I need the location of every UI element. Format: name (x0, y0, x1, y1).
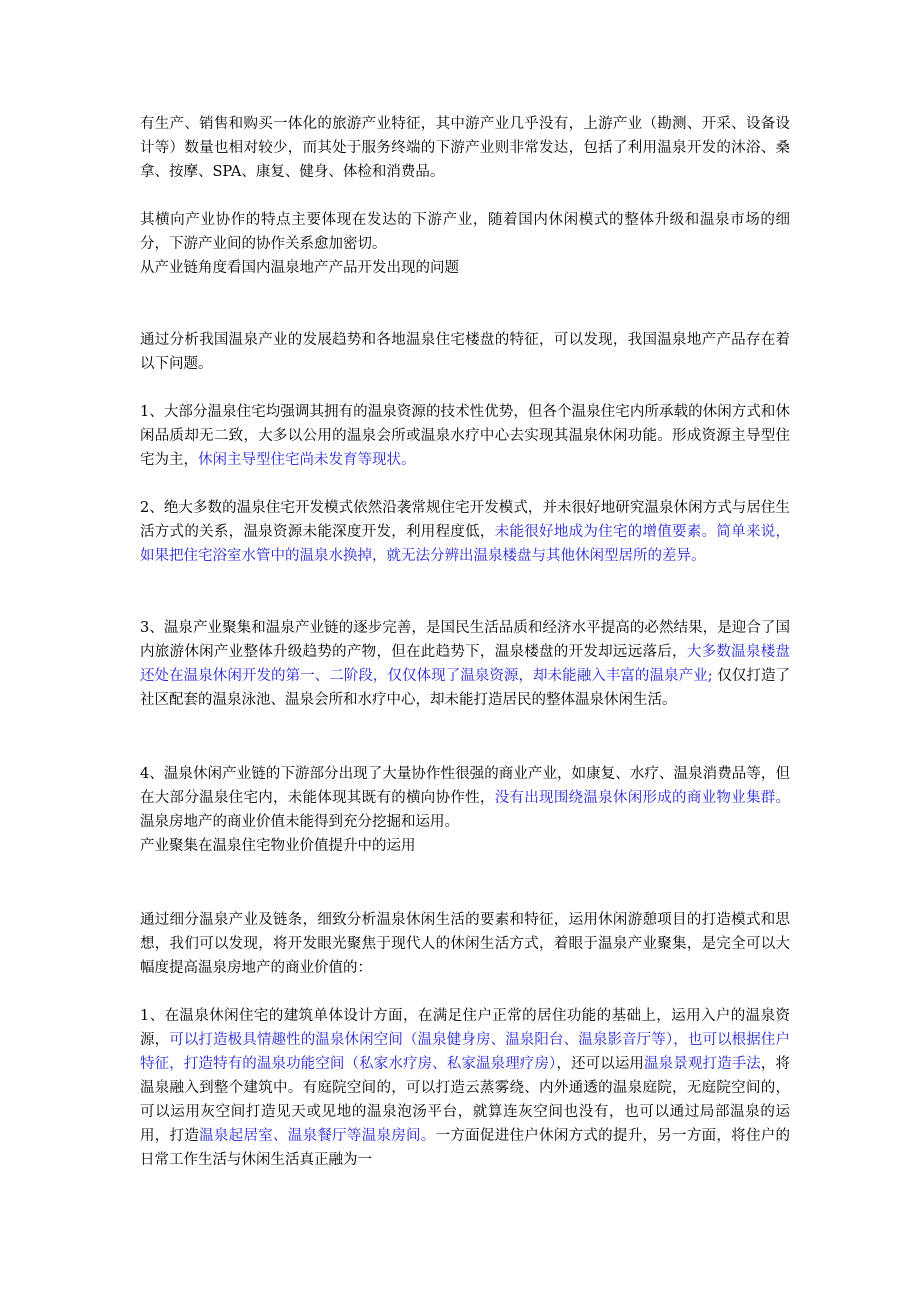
highlighted-text: 没有出现围绕温泉休闲形成的商业物业集群。 (494, 790, 791, 806)
text-run: 通过分析我国温泉产业的发展趋势和各地温泉住宅楼盘的特征，可以发现，我国温泉地产产品存在着以下问题。 (140, 332, 790, 372)
text-run: 从产业链角度看国内温泉地产产品开发出现的问题 (140, 260, 459, 276)
text-run: ，还可以运用 (556, 1056, 645, 1072)
paragraph-cluster-analysis (140, 908, 790, 980)
text-run: 4、温泉休闲产业链的下游部分出现了大量协作性很强的商业产业，如康复、水疗、温泉消费品等，但在大部分温泉住宅内，未能体现其既有的横向协作性， (140, 766, 790, 806)
paragraph-intro (140, 112, 790, 184)
text-run: 2、绝大多数的温泉住宅开发模式依然沿袭常规住宅开发模式，并未很好地研究温泉休闲方式与居住生活方式的关系，温泉资源未能深度开发，利用程度低， (140, 500, 790, 540)
highlighted-text: 未能很好地成为住宅的增值要素。简单来说，如果把住宅浴室水管中的温泉水换掉，就无法分辨出温泉楼盘与其他休闲型居所的差异。 (140, 524, 791, 564)
text-run: 1、大部分温泉住宅均强调其拥有的温泉资源的技术性优势，但各个温泉住宅内所承载的休闲方式和休闲品质却无二致，大多以公用的温泉会所或温泉水疗中心去实现其温泉休闲功能。形成资源主导型住宅为主， (140, 404, 790, 468)
text-run: 其横向产业协作的特点主要体现在发达的下游产业，随着国内休闲模式的整体升级和温泉市场的细分，下游产业间的协作关系愈加密切。 (140, 212, 790, 252)
text-run: 仅仅打造了社区配套的温泉泳池、温泉会所和水疗中心，却未能打造居民的整体温泉休闲生活。 (140, 668, 791, 708)
highlighted-text: 温泉景观打造手法 (644, 1056, 761, 1072)
text-run: 一方面促进住户休闲方式的提升，另一方面，将住户的日常工作生活与休闲生活真正融为一 (140, 1128, 791, 1168)
text-run: ，将温泉融入到整个建筑中。有庭院空间的，可以打造云蒸雾绕、内外通透的温泉庭院，无庭院空间的，可以运用灰空间打造见天或见地的温泉泡汤平台，就算连灰空间也没有，也可以通过局部温泉的运用，打造 (140, 1056, 791, 1144)
text-run: 3、温泉产业聚集和温泉产业链的逐步完善，是国民生活品质和经济水平提高的必然结果，是迎合了国内旅游休闲产业整体升级趋势的产物，但在此趋势下，温泉楼盘的开发却远远落后， (140, 620, 790, 660)
text-run: 通过细分温泉产业及链条，细致分析温泉休闲生活的要素和特征，运用休闲游憩项目的打造模式和思想，我们可以发现，将开发眼光聚焦于现代人的休闲生活方式，着眼于温泉产业聚集，是完全可以大幅度提高温泉房地产的商业价值的： (140, 912, 790, 976)
text-run: 1、在温泉休闲住宅的建筑单体设计方面，在满足住户正常的居住功能的基础上，运用入户的温泉资源， (140, 1008, 790, 1048)
text-run: 温泉房地产的商业价值未能得到充分挖掘和运用。 (140, 814, 459, 830)
highlighted-text: 温泉起居室、温泉餐厅等温泉房间。 (199, 1128, 436, 1144)
highlighted-text: 休闲主导型住宅尚未发育等现状。 (198, 452, 416, 468)
paragraph-analysis (140, 328, 790, 376)
section-heading-problems (140, 256, 790, 280)
paragraph-problem-4 (140, 762, 790, 834)
paragraph-problem-2 (140, 496, 790, 568)
text-run: 产业聚集在温泉住宅物业价值提升中的运用 (140, 838, 416, 854)
section-heading-industry-cluster (140, 834, 790, 858)
highlighted-text: 可以打造极具情趣性的温泉休闲空间（温泉健身房、温泉阳台、温泉影音厅等），也可以根据住户特征，打造特有的温泉功能空间（私家水疗房、私家温泉理疗房） (140, 1032, 790, 1072)
highlighted-text: 大多数温泉楼盘还处在温泉休闲开发的第一、二阶段，仅仅体现了温泉资源，却未能融入丰富的温泉产业; (140, 644, 791, 684)
paragraph-horizontal-cooperation (140, 208, 790, 256)
paragraph-problem-1 (140, 400, 790, 472)
paragraph-design-1 (140, 1004, 790, 1172)
text-run: 有生产、销售和购买一体化的旅游产业特征，其中游产业几乎没有，上游产业（勘测、开采、设备设计等）数量也相对较少，而其处于服务终端的下游产业则非常发达，包括了利用温泉开发的沐浴、桑拿、按摩、SPA、康复、健身、体检和消费品。 (140, 116, 790, 180)
paragraph-problem-3 (140, 616, 790, 712)
